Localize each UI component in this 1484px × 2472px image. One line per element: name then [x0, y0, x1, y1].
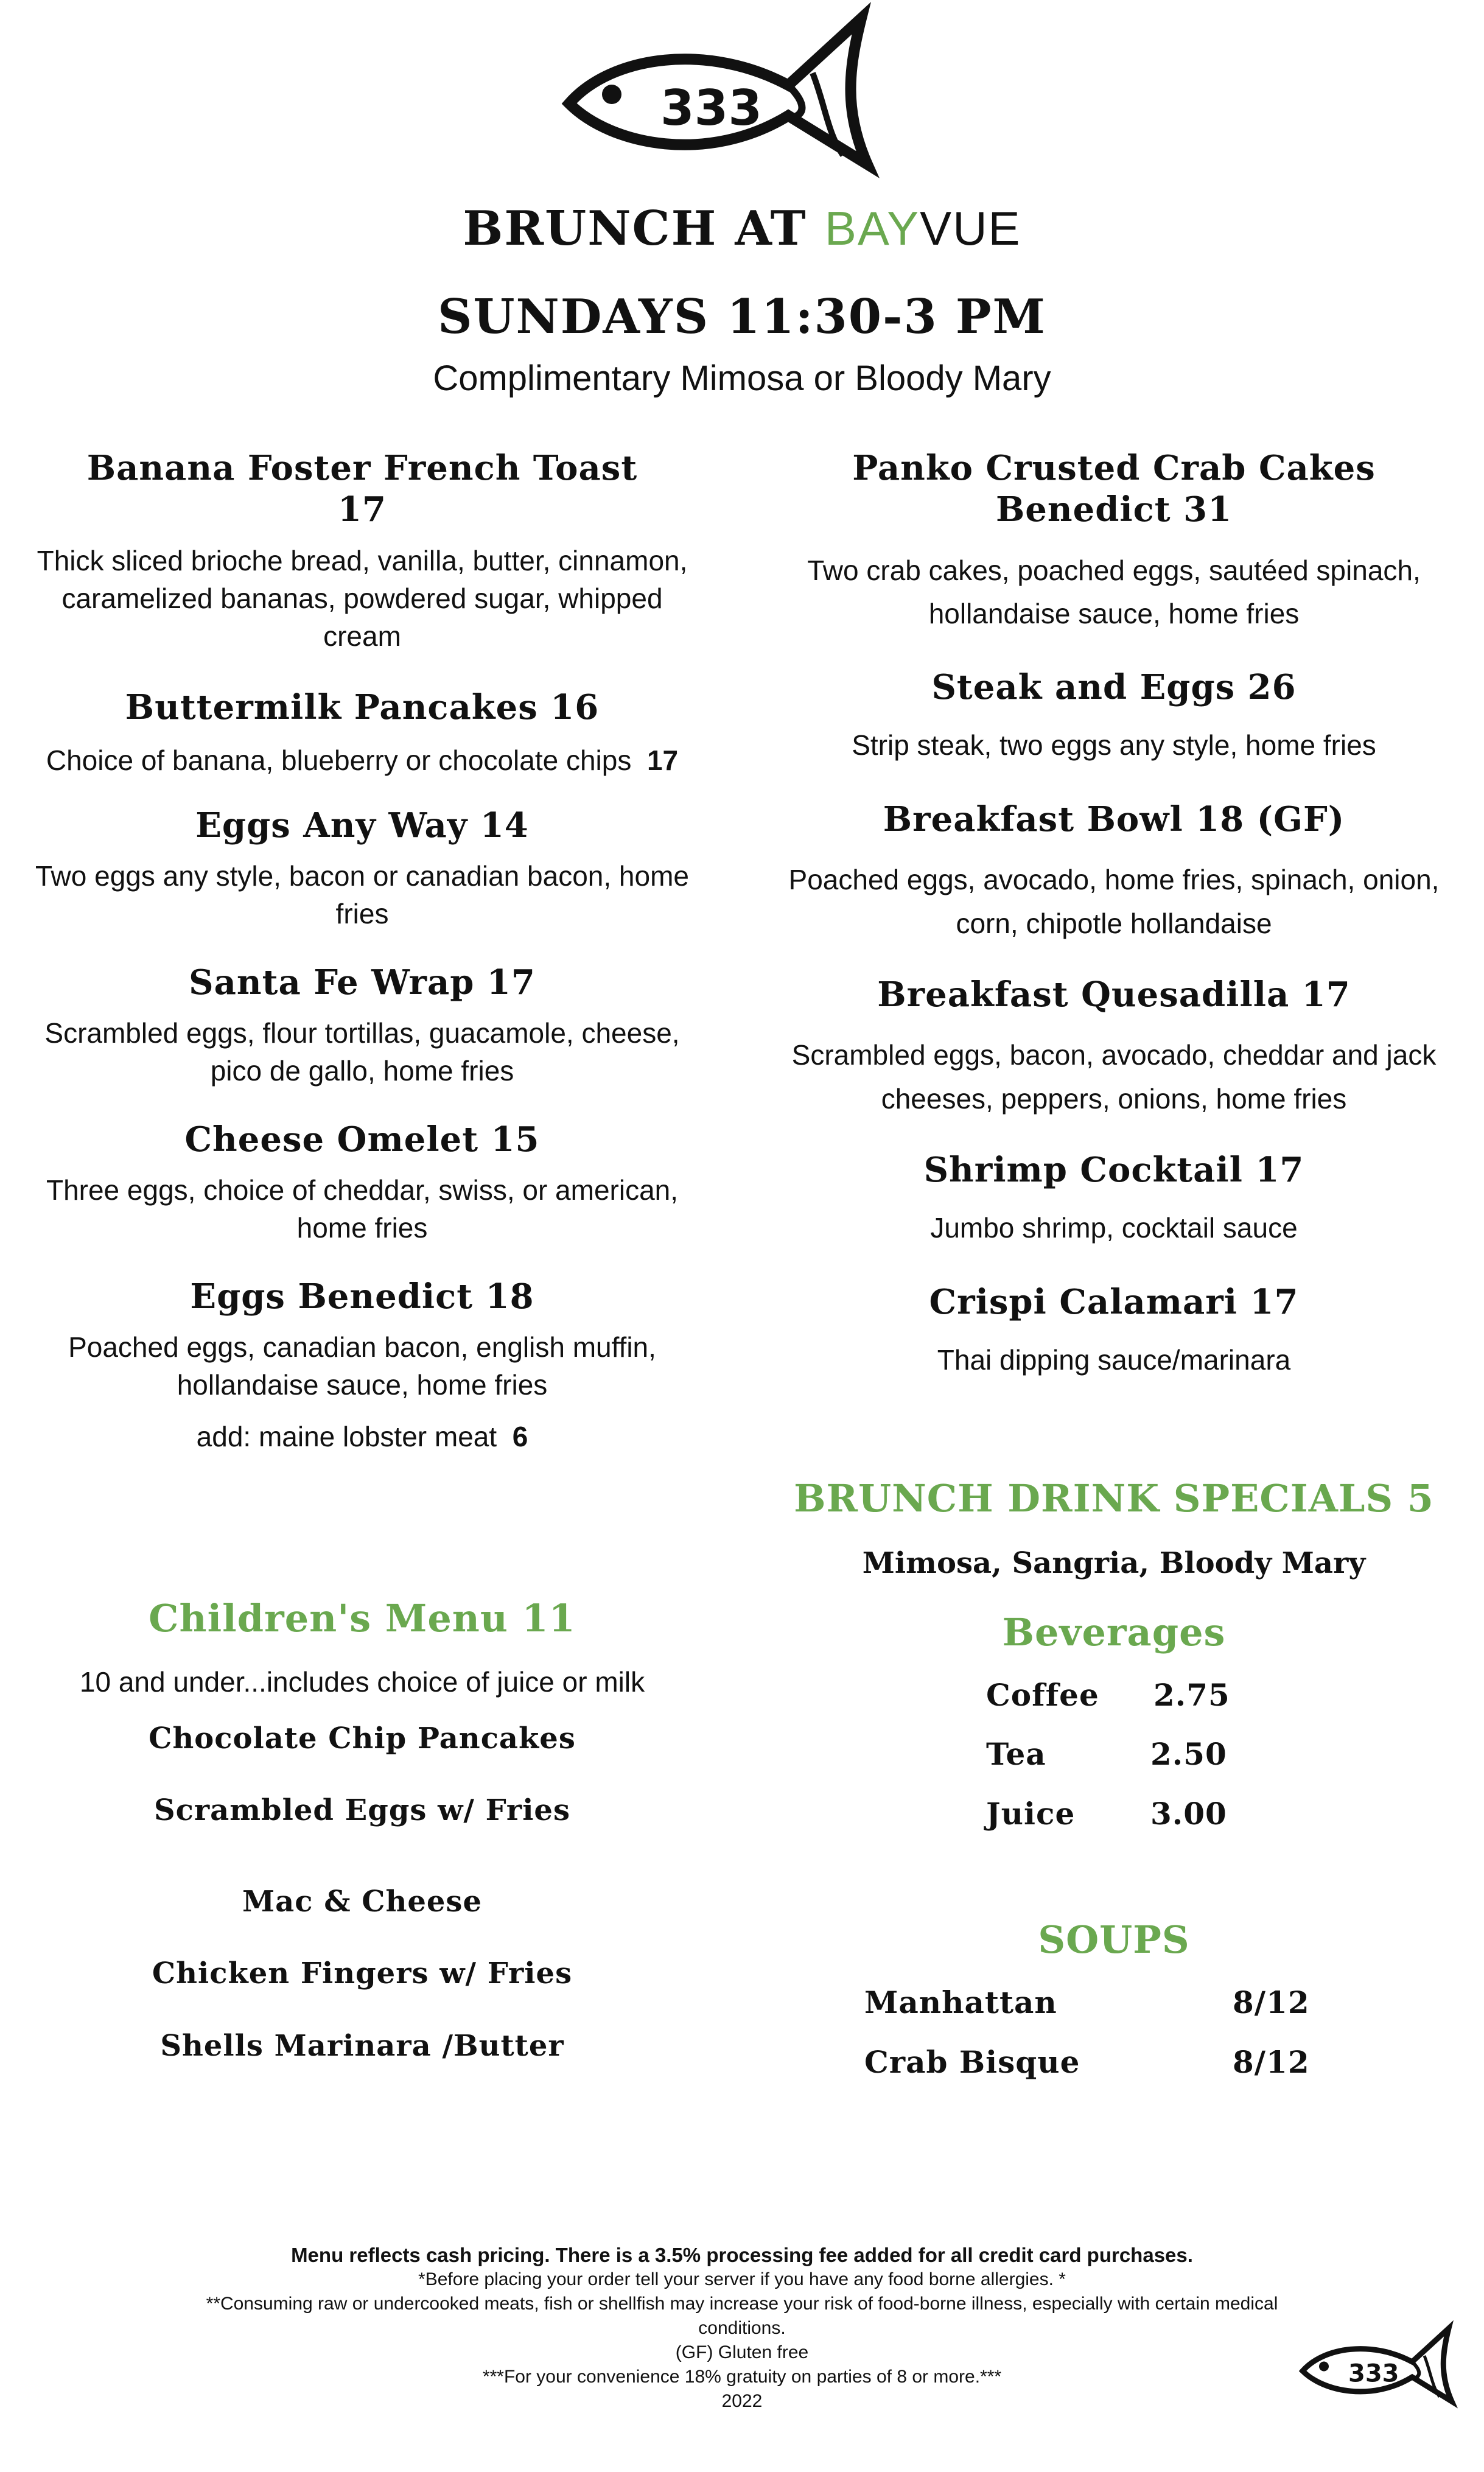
- footer: [0, 2243, 1484, 2414]
- item-desc: Two eggs any style, bacon or canadian bacon, home fries: [35, 860, 689, 930]
- item-desc: Thai dipping sauce/marinara: [937, 1344, 1291, 1376]
- item-title: Cheese Omelet 15: [184, 1119, 540, 1160]
- footer-gratuity: ***For your convenience 18% gratuity on parties of 8 or more.***: [482, 2367, 1002, 2387]
- logo-text-small: 333: [1348, 2359, 1399, 2388]
- childrens-menu-heading: Children's Menu 11: [149, 1596, 576, 1640]
- item-title: Crispi Calamari 17: [929, 1282, 1299, 1322]
- title-prefix: BRUNCH AT: [463, 201, 825, 256]
- item-title: Panko Crusted Crab Cakes: [852, 448, 1376, 488]
- soup-name: Manhattan: [864, 1984, 1057, 2020]
- kids-item: Chocolate Chip Pancakes: [149, 1721, 576, 1756]
- footer-year: 2022: [721, 2391, 763, 2411]
- subtitle: Complimentary Mimosa or Bloody Mary: [433, 359, 1051, 398]
- beverage-price: 3.00: [1150, 1796, 1227, 1832]
- item-title: Santa Fe Wrap 17: [189, 962, 536, 1003]
- menu-item: [24, 687, 700, 779]
- beverage-name: Juice: [986, 1796, 1076, 1832]
- item-title: Eggs Benedict 18: [190, 1276, 534, 1317]
- item-desc: Scrambled eggs, flour tortillas, guacamole, cheese, pico de gallo, home fries: [44, 1017, 680, 1087]
- menu-item: [770, 1281, 1458, 1379]
- item-desc: Poached eggs, avocado, home fries, spinach, onion, corn, chipotle hollandaise: [788, 864, 1440, 939]
- item-desc: Strip steak, two eggs any style, home fries: [852, 729, 1376, 762]
- addon-text: add: maine lobster meat: [196, 1420, 497, 1452]
- hours: SUNDAYS 11:30-3 PM: [438, 289, 1046, 345]
- title-vue: VUE: [920, 201, 1021, 255]
- soup-name: Crab Bisque: [864, 2044, 1080, 2080]
- menu-item: [770, 799, 1458, 945]
- footer-allergy: *Before placing your order tell your server if you have any food borne allergies. *: [418, 2269, 1066, 2289]
- footer-gf-note: (GF) Gluten free: [675, 2342, 809, 2362]
- beverage-price: 2.75: [1153, 1677, 1230, 1713]
- item-desc: Two crab cakes, poached eggs, sautéed spinach, hollandaise sauce, home fries: [807, 554, 1421, 629]
- beverage-row: [986, 1677, 1099, 1713]
- beverage-row: [986, 1736, 1046, 1772]
- item-title-line2: Benedict 31: [995, 489, 1233, 530]
- beverage-name: Tea: [986, 1736, 1046, 1772]
- beverage-price: 2.50: [1150, 1736, 1227, 1772]
- kids-item: Scrambled Eggs w/ Fries: [153, 1793, 570, 1827]
- menu-item: [24, 1119, 700, 1247]
- menu-item: [770, 447, 1458, 636]
- item-title: Steak and Eggs 26: [931, 667, 1297, 707]
- menu-item: [770, 974, 1458, 1121]
- item-title: Buttermilk Pancakes 16: [125, 687, 600, 727]
- title-bay: BAY: [824, 201, 920, 255]
- item-title: Breakfast Quesadilla 17: [877, 975, 1351, 1015]
- item-title: Banana Foster French Toast: [86, 448, 638, 488]
- item-desc: Choice of banana, blueberry or chocolate chips: [46, 744, 632, 777]
- menu-item: [24, 447, 700, 655]
- beverage-row: [986, 1796, 1075, 1832]
- item-desc-price: 17: [646, 744, 679, 777]
- menu-item: [24, 1276, 700, 1455]
- menu-item: [770, 1149, 1458, 1247]
- item-desc: Thick sliced brioche bread, vanilla, butter, cinnamon, caramelized bananas, powdered sugar, whipped cream: [37, 544, 688, 652]
- item-desc: Jumbo shrimp, cocktail sauce: [930, 1212, 1298, 1244]
- item-title: Breakfast Bowl 18 (GF): [883, 799, 1345, 839]
- childrens-menu-note: 10 and under...includes choice of juice or milk: [79, 1666, 645, 1698]
- soup-price: 8/12: [1233, 2044, 1310, 2080]
- kids-item: Chicken Fingers w/ Fries: [152, 1956, 573, 1991]
- menu-item: [24, 805, 700, 933]
- item-title: Eggs Any Way 14: [195, 805, 529, 846]
- item-price: 17: [338, 489, 387, 530]
- item-desc: Poached eggs, canadian bacon, english muffin, hollandaise sauce, home fries: [68, 1331, 656, 1401]
- addon-price: 6: [512, 1420, 528, 1452]
- drink-specials-list: Mimosa, Sangria, Bloody Mary: [862, 1546, 1366, 1580]
- item-desc: Three eggs, choice of cheddar, swiss, or american, home fries: [46, 1174, 679, 1244]
- kids-item: Shells Marinara /Butter: [160, 2029, 564, 2063]
- fish-logo: [557, 0, 898, 183]
- beverages-heading: Beverages: [1002, 1610, 1226, 1654]
- fish-logo-small: [1297, 2301, 1467, 2429]
- beverage-name: Coffee: [986, 1677, 1099, 1713]
- menu-title: [0, 201, 1484, 256]
- item-title: Shrimp Cocktail 17: [923, 1150, 1304, 1190]
- footer-consumption-warning-cont: conditions.: [698, 2318, 786, 2338]
- footer-cash-pricing: Menu reflects cash pricing. There is a 3.5% processing fee added for all credit card purchases.: [291, 2244, 1193, 2266]
- menu-item: [24, 962, 700, 1090]
- logo-text: 333: [660, 80, 762, 136]
- soups-heading: SOUPS: [1038, 1917, 1190, 1962]
- kids-item: Mac & Cheese: [242, 1885, 482, 1919]
- menu-item: [770, 667, 1458, 764]
- drink-specials-heading: BRUNCH DRINK SPECIALS 5: [794, 1476, 1434, 1521]
- item-desc: Scrambled eggs, bacon, avocado, cheddar and jack cheeses, peppers, onions, home fries: [791, 1039, 1437, 1115]
- footer-consumption-warning: **Consuming raw or undercooked meats, fish or shellfish may increase your risk of food-borne illness, especially with certain medical: [206, 2294, 1278, 2314]
- soup-price: 8/12: [1233, 1984, 1310, 2020]
